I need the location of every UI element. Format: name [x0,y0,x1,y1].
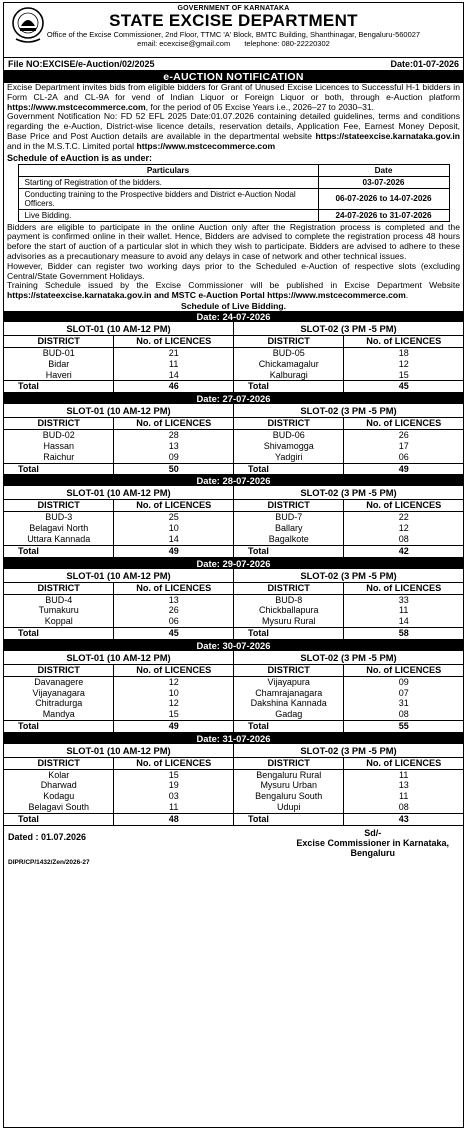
table-row [234,370,463,381]
day-block [4,558,463,640]
signed-mark: Sd/- [364,827,382,838]
licence-count: 10 [114,523,233,534]
table-header-row [4,336,233,348]
district-name: Gadag [275,709,303,720]
contact-line [4,39,463,48]
district-name: Koppal [44,616,73,627]
licence-count: 11 [344,605,463,616]
licence-count: 15 [114,709,233,720]
district-name: BUD-4 [45,594,73,605]
table-row [4,791,233,802]
government-label: GOVERNMENT OF KARNATAKA [177,5,290,12]
table-row [234,347,463,358]
licence-count: 12 [344,523,463,534]
schedule-row [18,188,449,209]
district-name: Kodagu [43,791,75,802]
district-name: Chitradurga [35,698,83,709]
day-block [4,311,463,393]
licence-count: 33 [344,594,463,605]
slots-row [4,744,463,826]
district-name: Vijayanagara [32,687,85,698]
licence-count: 11 [114,802,233,813]
district-name: Chickballapura [258,605,319,616]
licences-header: No. of LICENCES [114,336,233,348]
district-table [4,583,233,639]
date-bar: Date: 29-07-2026 [4,558,463,569]
total-count: 48 [114,813,233,824]
slot-01 [4,322,233,392]
total-label: Total [4,627,114,638]
date-bar: Date: 30-07-2026 [4,640,463,651]
table-row [4,616,233,627]
mstc-link[interactable]: https://www.mstcecommerce.com [7,101,146,112]
table-row [234,359,463,370]
slot-02 [233,744,463,825]
table-row [4,370,233,381]
table-row [4,769,233,780]
registration-note: However, Bidder can register two working days prior to the Scheduled e-Auction of respective slots (excluding Central/State Government Holidays. [7,260,460,281]
licence-count: 15 [114,769,233,780]
district-header: DISTRICT [4,583,114,595]
licences-header: No. of LICENCES [344,583,463,595]
dipr-reference: DIPR/CP/1432/Zen/2026-27 [8,858,90,866]
intro-text: Excise Department invites bids from eligible bidders for Grant of Unused Excise Licences to Successful H-1 bidders in Form CL-2A and CL-9A for vend of Indian Liquor or Foreign Liquor or both, through e-Auction platform [7,82,460,102]
total-count: 46 [114,381,233,392]
slot-01 [4,404,233,474]
total-count: 58 [344,627,463,638]
table-row [4,359,233,370]
slot-title: SLOT-01 (10 AM-12 PM) [4,569,233,583]
total-label: Total [4,545,114,556]
table-row [234,802,463,813]
table-row [234,688,463,699]
notification-page [3,2,464,1128]
district-name: BUD-8 [275,594,303,605]
table-header-row [234,418,463,430]
total-row [234,463,463,474]
table-row [234,698,463,709]
table-row [4,594,233,605]
total-count: 45 [344,381,463,392]
licence-count: 15 [344,370,463,381]
district-name: Yadgiri [275,451,303,462]
total-count: 49 [344,463,463,474]
total-row [4,463,233,474]
slot-01 [4,486,233,556]
total-count: 50 [114,463,233,474]
district-header: DISTRICT [234,500,344,512]
table-row [4,534,233,545]
licence-count: 09 [114,452,233,463]
table-row [4,709,233,720]
total-label: Total [4,463,114,474]
district-header: DISTRICT [234,583,344,595]
notification-text: Government Notification No: FD 52 EFL 2025 Date:01.07.2026 containing detailed guidelines, terms and conditions regarding the e-Auction, District-wise licence details, reservation details, Application Fee, Earnest Money Deposit, Base Price and Post Auction details are available in the departmental website [7,111,460,141]
district-name: BUD-05 [272,347,305,358]
licences-header: No. of LICENCES [344,336,463,348]
district-name: Udupi [276,802,301,813]
district-name: BUD-7 [275,512,303,523]
total-label: Total [234,627,344,638]
date-header: Date [318,164,449,176]
total-row [4,627,233,638]
district-name: Ballary [274,523,303,534]
slot-01 [4,744,233,825]
district-name: Dharwad [40,780,77,791]
table-row [234,780,463,791]
total-row [4,720,233,731]
district-name: BUD-06 [272,430,305,441]
slots-row [4,569,463,640]
slot-02 [233,569,463,639]
training-text-end: . [405,290,409,301]
table-row [4,780,233,791]
licences-header: No. of LICENCES [114,758,233,770]
licence-count: 08 [344,802,463,813]
signatory-title: Excise Commissioner in Karnataka, [296,837,449,848]
schedule-heading: Schedule of eAuction is as under: [7,152,153,163]
total-label: Total [234,813,344,824]
table-row [234,676,463,687]
district-name: Mandya [42,709,75,720]
particulars-header: Particulars [18,164,318,176]
slot-title: SLOT-02 (3 PM -5 PM) [234,569,463,583]
licence-count: 11 [344,769,463,780]
district-header: DISTRICT [234,665,344,677]
licence-count: 14 [114,370,233,381]
licences-header: No. of LICENCES [344,665,463,677]
total-row [4,813,233,824]
licence-count: 07 [344,688,463,699]
licence-count: 11 [114,359,233,370]
district-name: Kolar [48,769,70,780]
table-header-row [234,758,463,770]
table-row [234,791,463,802]
table-row [234,709,463,720]
schedule-particular: Live Bidding. [18,209,318,221]
table-row [4,452,233,463]
live-bidding-schedule [4,311,463,826]
table-row [234,430,463,441]
table-row [4,605,233,616]
district-table [234,500,463,556]
total-row [4,545,233,556]
district-table [4,500,233,556]
total-count: 43 [344,813,463,824]
district-name: Bengaluru South [255,791,323,802]
intro-text-end: , for the period of 05 Excise Years i.e., 2026–27 to 2030–31. [145,101,375,112]
licence-count: 14 [114,534,233,545]
slot-title: SLOT-02 (3 PM -5 PM) [234,404,463,418]
district-name: Uttara Kannada [27,533,91,544]
schedule-particular: Starting of Registration of the bidders. [18,176,318,188]
licence-count: 09 [344,676,463,687]
total-label: Total [4,381,114,392]
total-label: Total [234,463,344,474]
district-name: BUD-01 [42,347,75,358]
licence-count: 12 [114,698,233,709]
licence-count: 14 [344,616,463,627]
table-row [234,452,463,463]
licence-count: 31 [344,698,463,709]
district-name: Bidar [48,358,70,369]
table-row [4,347,233,358]
licence-count: 11 [344,791,463,802]
slot-01 [4,569,233,639]
slot-02 [233,486,463,556]
district-name: Haveri [45,369,72,380]
table-header-row [4,665,233,677]
table-row [4,802,233,813]
table-row [234,769,463,780]
district-table [4,336,233,392]
licence-count: 13 [114,441,233,452]
district-name: Bengaluru Rural [256,769,322,780]
letterhead [4,3,463,57]
date-bar: Date: 28-07-2026 [4,475,463,486]
total-row [4,381,233,392]
district-name: Bagalkote [268,533,309,544]
total-count: 55 [344,720,463,731]
slots-row [4,486,463,557]
table-header-row [4,418,233,430]
district-name: BUD-02 [42,430,75,441]
licence-count: 10 [114,688,233,699]
table-row [4,523,233,534]
total-row [234,627,463,638]
total-row [234,720,463,731]
slot-title: SLOT-02 (3 PM -5 PM) [234,322,463,336]
training-text: Training Schedule issued by the Excise Commissioner will be published in Excise Department Website [7,280,460,291]
licence-count: 06 [344,452,463,463]
licence-count: 26 [114,605,233,616]
mstc-portal-link[interactable]: https://www.mstcecommerce.com [267,290,406,301]
table-row [234,441,463,452]
table-header-row [4,758,233,770]
licence-count: 08 [344,709,463,720]
total-count: 49 [114,545,233,556]
total-row [234,813,463,824]
notice-date: Date:01-07-2026 [390,59,459,69]
schedule-date: 03-07-2026 [318,176,449,188]
licences-header: No. of LICENCES [344,418,463,430]
schedule-date: 06-07-2026 to 14-07-2026 [318,188,449,209]
slot-02 [233,404,463,474]
total-count: 49 [114,720,233,731]
date-bar: Date: 27-07-2026 [4,393,463,404]
slot-title: SLOT-01 (10 AM-12 PM) [4,322,233,336]
office-address: Office of the Excise Commissioner, 2nd Floor, TTMC 'A' Block, BMTC Building, Shanthinagar, Bengaluru-560027 [46,30,421,39]
total-row [234,381,463,392]
day-block [4,393,463,475]
table-header-row [4,583,233,595]
signatory-place: Bengaluru [350,847,395,858]
table-row [234,594,463,605]
training-paragraph [4,281,463,301]
live-bidding-heading: Schedule of Live Bidding. [180,300,287,311]
district-name: Belagavi North [29,523,89,534]
state-emblem-icon [10,6,46,46]
registration-paragraph: Bidders are eligible to participate in the online Auction only after the Registration process is completed and the payment is confirmed online in their wallet. Hence, Bidders are advised to complete the registration process 48 hours before the start of auction of a particular slot in which they wish to participate. Bidders are advised to adhere to these advisories as a precautionary measure to avoid any delays in case of network and other technical issues. [7,221,460,261]
schedule-row [18,176,449,188]
district-name: Mysuru Urban [260,780,317,791]
slots-row [4,651,463,733]
telephone-text: telephone: 080-22220302 [244,39,330,48]
intro-paragraph [4,83,463,112]
district-header: DISTRICT [4,665,114,677]
table-row [4,441,233,452]
file-number-line [4,57,463,71]
slot-title: SLOT-01 (10 AM-12 PM) [4,651,233,665]
slots-row [4,404,463,475]
district-header: DISTRICT [4,418,114,430]
district-name: Mysuru Rural [261,616,316,627]
district-header: DISTRICT [234,418,344,430]
schedule-particular: Conducting training to the Prospective bidders and District e-Auction Nodal Officers. [18,188,318,209]
email-text: email: ecexcise@gmail.com [137,39,231,48]
excise-website-link[interactable]: https://stateexcise.karnataka.gov.in [315,130,460,141]
table-row [234,605,463,616]
district-name: Dakshina Kannada [250,698,327,709]
district-table [4,758,233,825]
licence-count: 17 [344,441,463,452]
slot-title: SLOT-02 (3 PM -5 PM) [234,744,463,758]
table-row [234,512,463,523]
mstc-portal-link[interactable]: https://www.mstcecommerce.com [136,140,276,151]
total-label: Total [234,545,344,556]
licence-count: 18 [344,347,463,358]
table-row [4,430,233,441]
table-header-row [234,665,463,677]
district-header: DISTRICT [4,336,114,348]
slot-02 [233,651,463,732]
district-header: DISTRICT [4,500,114,512]
licence-count: 28 [114,430,233,441]
table-row [4,688,233,699]
training-text-mid: and MSTC e-Auction Portal [151,290,268,301]
slot-01 [4,651,233,732]
schedule-row [18,209,449,221]
licences-header: No. of LICENCES [114,583,233,595]
licences-header: No. of LICENCES [114,418,233,430]
table-header-row [234,336,463,348]
district-name: Raichur [43,451,75,462]
district-name: Hassan [43,440,74,451]
department-title: STATE EXCISE DEPARTMENT [109,11,358,30]
slots-row [4,322,463,393]
licence-count: 22 [344,512,463,523]
district-name: Chickamagalur [258,358,319,369]
licence-count: 12 [114,676,233,687]
date-bar: Date: 31-07-2026 [4,733,463,744]
table-row [234,523,463,534]
district-name: Tumakuru [38,605,79,616]
district-table [4,418,233,474]
licence-count: 12 [344,359,463,370]
district-name: Belagavi South [28,802,89,813]
district-table [234,583,463,639]
date-bar: Date: 24-07-2026 [4,311,463,322]
district-name: Vijayapura [267,676,310,687]
district-table [234,336,463,392]
licence-count: 06 [114,616,233,627]
dated-line: Dated : 01.07.2026 [8,831,87,842]
table-row [4,676,233,687]
licence-count: 13 [344,780,463,791]
licences-header: No. of LICENCES [344,500,463,512]
footer [4,826,463,858]
table-row [4,698,233,709]
notification-paragraph [4,112,463,151]
table-header-row [4,500,233,512]
table-row [234,616,463,627]
licence-count: 03 [114,791,233,802]
licence-count: 13 [114,594,233,605]
total-label: Total [234,720,344,731]
district-header: DISTRICT [4,758,114,770]
auction-schedule-table [18,164,450,222]
total-count: 45 [114,627,233,638]
table-header-row [234,583,463,595]
day-block [4,475,463,557]
day-block [4,640,463,733]
slot-title: SLOT-02 (3 PM -5 PM) [234,486,463,500]
total-label: Total [234,381,344,392]
district-table [234,758,463,825]
licence-count: 25 [114,512,233,523]
notice-title: e-AUCTION NOTIFICATION [4,71,463,83]
signature-block [296,828,459,858]
total-row [234,545,463,556]
district-header: DISTRICT [234,336,344,348]
table-row [234,534,463,545]
licences-header: No. of LICENCES [114,500,233,512]
table-row [4,512,233,523]
licence-count: 21 [114,347,233,358]
schedule-date: 24-07-2026 to 31-07-2026 [318,209,449,221]
slot-title: SLOT-01 (10 AM-12 PM) [4,404,233,418]
district-name: Davanagere [34,676,84,687]
table-header-row [234,500,463,512]
notification-text-mid: and in the M.S.T.C. Limited portal [7,140,137,151]
licences-header: No. of LICENCES [344,758,463,770]
slot-title: SLOT-01 (10 AM-12 PM) [4,486,233,500]
file-number: File NO:EXCISE/e-Auction/02/2025 [8,59,155,69]
total-count: 42 [344,545,463,556]
slot-title: SLOT-01 (10 AM-12 PM) [4,744,233,758]
slot-02 [233,322,463,392]
district-table [234,418,463,474]
day-block [4,733,463,826]
district-table [234,665,463,732]
district-header: DISTRICT [234,758,344,770]
licence-count: 19 [114,780,233,791]
licences-header: No. of LICENCES [114,665,233,677]
district-name: BUD-3 [45,512,73,523]
district-name: Shivamogga [263,440,314,451]
licence-count: 08 [344,534,463,545]
district-table [4,665,233,732]
excise-website-link[interactable]: https://stateexcise.karnataka.gov.in [7,290,152,301]
total-label: Total [4,813,114,824]
district-name: Chamrajanagara [255,687,323,698]
slot-title: SLOT-02 (3 PM -5 PM) [234,651,463,665]
licence-count: 26 [344,430,463,441]
district-name: Kalburagi [269,369,308,380]
total-label: Total [4,720,114,731]
